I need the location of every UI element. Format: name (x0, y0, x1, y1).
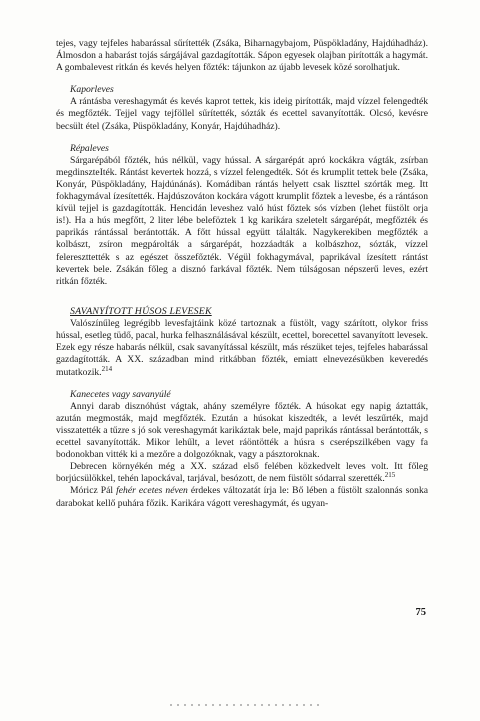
subheading-kaporleves: Kaporleves (70, 84, 114, 96)
paragraph (56, 485, 428, 509)
page-number: 75 (415, 607, 426, 618)
paragraph (56, 461, 428, 485)
subheading-repaleves: Répaleves (70, 142, 109, 154)
footnote-marker: 214 (101, 364, 113, 373)
paragraph: A rántásba vereshagymát és kevés kaprot tettek, kis ideig pirították, majd vízzel felengedték és megfőzték. Tejjel vagy tejföllel sűrítették, sózták és ecettel savanyították. Olcsó, kevésre becsült étel (Zsáka, Püspökladány, Konyár, Hajdúhadház). (56, 96, 428, 132)
paragraph: tejes, vagy tejfeles habarással sűrítették (Zsáka, Biharnagybajom, Püspökladány, Hajdúhadház). Álmosdon a habarást tojás sárgájával gazdagították. Sápon egyesek olajban pirították a hagymát. A gombalevest ritkán és kevés helyen főzték: tájunkon az újabb levesek közé sorolhatjuk. (56, 38, 428, 74)
paragraph-text: érdekes változatát írja le: Bő lében a füstölt szalonnás sonka darabokat kellő puhára főzik. Karikára vágott vereshagymát, és ugyan- (56, 485, 429, 509)
footnote-marker: 215 (384, 471, 396, 480)
paragraph: Sárgarépából főzték, hús nélkül, vagy hússal. A sárgarépát apró kockákra vágták, zsírban megdinszteIték. Rántást kevertek hozzá, s vízzel felengedték. Sót és krumplit tettek bele (Zsáka, Konyár, Püspökladány, Hajdúnánás). Komádiban rántás helyett csak liszttel szórták meg. Itt fokhagymával ízesítették. Hajdúszováton kockára vágott krumplit főztek a levesbe, és a rántáson kívül tejjel is gazdagították. Hencidán leveshez való húst főztek sós vízben (lehet füstölt orja is!). Ha a hús megfőtt, 2 liter lébe beleföztek 1 kg karikára szeletelt sárgarépát, megfőzték és paprikás rántással berántották. A főtt hússal együtt tálalták. Nagykerekiben megfőzték a kolbászt, zsíron megpárolták a sárgarépát, hozzáadták a kolbászhoz, sózták, vízzel felereszttették s az egészet összefőzték. Végül fokhagymával, paprikával ízesített rántást kevertek bele. Zsákán főleg a disznó farkával főzték. Nem túlságosan népszerű leves, ezért ritkán főzték. (56, 154, 428, 287)
paragraph-text: Valószínűleg legrégibb levesfajtáink közé tartoznak a füstölt, vagy szárított, olykor friss hússal, esetleg tüdő, pacal, hurka felhasználásával készült, ecettel, borecettel savanyított levesek. Ezek egy része habarás nélkül, csak savanyítással készült, más részüket tejes, tejfeles habarással gazdagították. A XX. században mind ritkábban főzték, emiatt elnevezésükben keveredés mutatkozik. (56, 318, 428, 378)
paragraph-text: Debrecen környékén még a XX. század első felében közkedvelt leves volt. Itt főleg borjúcsülökkel, tehén lapockával, tarjával, besózott, de nem füstölt sódarral szerették. (56, 461, 428, 485)
paragraph (56, 318, 428, 378)
subheading-kanecetes: Kanecetes vagy savanyúlé (70, 388, 171, 400)
paragraph-text: Móricz Pál (70, 485, 117, 497)
section-heading: SAVANYÍTOTT HÚSOS LEVESEK (70, 305, 212, 317)
paragraph: Annyi darab disznóhúst vágtak, ahány személyre főzték. A húsokat egy napig áztatták, azután megmosták, majd megfőzték. Ezután a húsokat kiszedték, a levét leszűrték, majd visszatették a tűzre s jó sok vereshagymát karikáztak bele, majd paprikás rántással berántották, s ecettel savanyították. Mikor lehűlt, a levet ráöntötték a húsra s cserépszilkében vagy fa bodonokban vitték ki a mezőre a dolgozóknak, vagy a pásztoroknak. (56, 400, 428, 461)
emphasis: fehér ecetes néven (116, 485, 188, 497)
scan-artifact (170, 704, 320, 706)
